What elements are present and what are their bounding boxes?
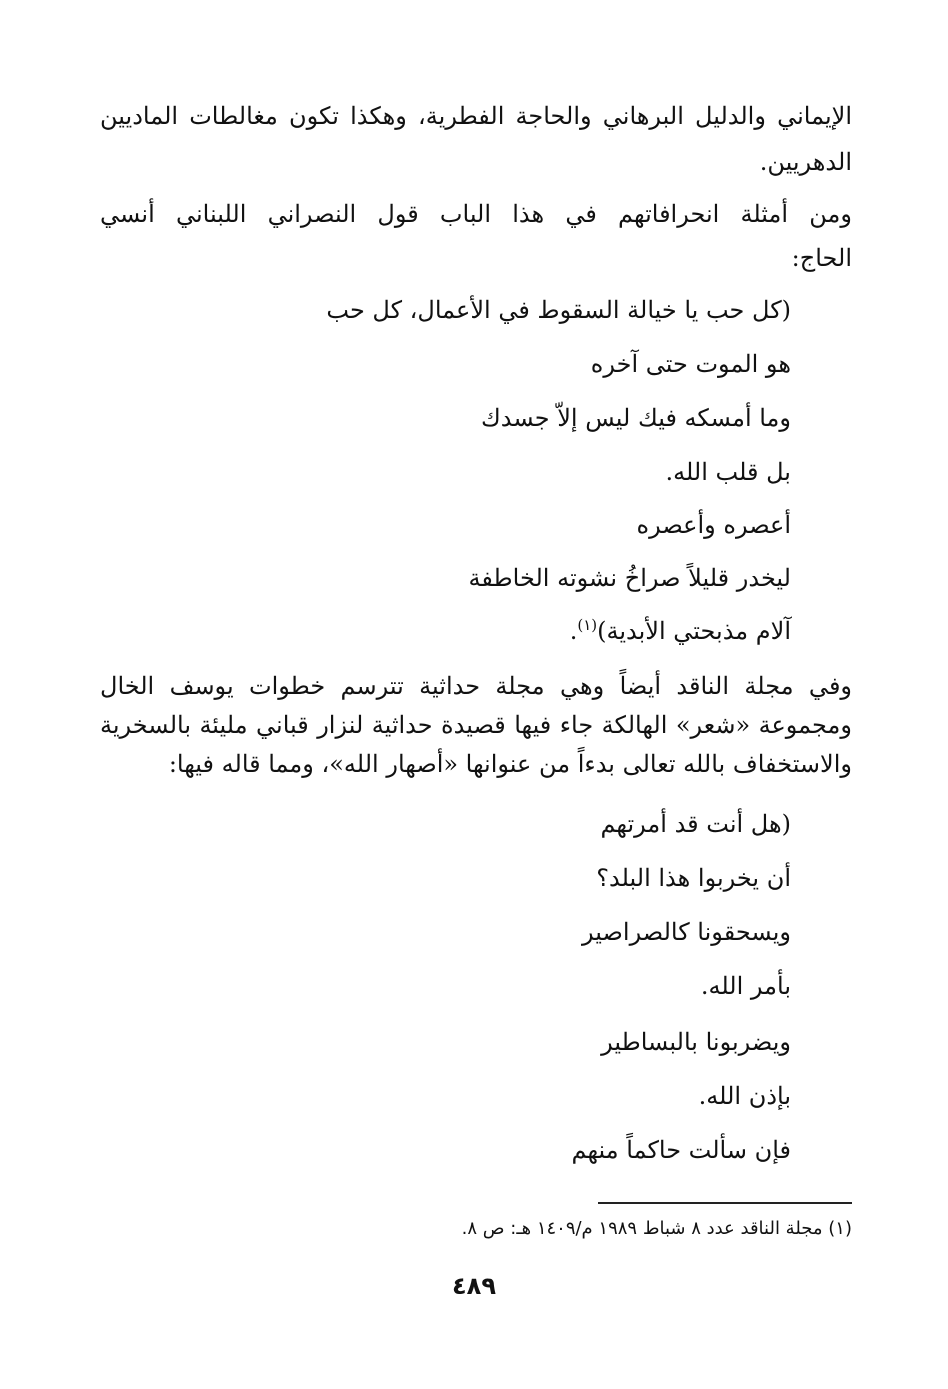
poem-2-line-1: (هل أنت قد أمرتهم <box>600 810 791 838</box>
footnote-divider <box>598 1202 852 1204</box>
paragraph-3-line-3: والاستخفاف بالله تعالى بدءاً من عنوانها «أصهار الله»، ومما قاله فيها: <box>168 750 852 778</box>
poem-1-line-7-text: آلام مذبحتي الأبدية) <box>597 617 791 645</box>
poem-2-line-2: أن يخربوا هذا البلد؟ <box>596 864 791 892</box>
poem-1-line-4: بل قلب الله. <box>665 458 791 486</box>
poem-1-line-7-end: . <box>569 617 578 645</box>
poem-1-line-2: هو الموت حتى آخره <box>590 350 791 378</box>
poem-1-line-7 <box>570 611 791 651</box>
paragraph-3-line-1: وفي مجلة الناقد أيضاً وهي مجلة حداثية تترسم خطوات يوسف الخال <box>100 672 852 700</box>
footnote: (١) مجلة الناقد عدد ٨ شباط ١٩٨٩ م/١٤٠٩ هـ: ص ٨. <box>461 1218 852 1239</box>
poem-2-line-6: بإذن الله. <box>698 1082 791 1110</box>
page-number: ٤٨٩ <box>452 1272 496 1300</box>
poem-2-line-7: فإن سألت حاكماً منهم <box>571 1136 791 1164</box>
poem-1-line-3: وما أمسكه فيك ليس إلاّ جسدك <box>480 404 791 432</box>
poem-2-line-3: ويسحقونا كالصراصير <box>582 918 791 946</box>
paragraph-1-line-2: الدهريين. <box>759 148 852 176</box>
poem-2-line-5: ويضربونا بالبساطير <box>601 1028 791 1056</box>
paragraph-1-line-1: الإيماني والدليل البرهاني والحاجة الفطرية، وهكذا تكون مغالطات الماديين <box>100 102 852 130</box>
poem-1-line-1: (كل حب يا خيالة السقوط في الأعمال، كل حب <box>326 296 791 324</box>
poem-2-line-4: بأمر الله. <box>700 972 791 1000</box>
footnote-marker: (١) <box>577 616 598 634</box>
paragraph-3-line-2: ومجموعة «شعر» الهالكة جاء فيها قصيدة حداثية لنزار قباني مليئة بالسخرية <box>100 711 852 739</box>
poem-1-line-6: ليخدر قليلاً صراخُ نشوته الخاطفة <box>468 564 791 592</box>
paragraph-2-line-2: الحاج: <box>791 244 852 272</box>
poem-1-line-5: أعصره وأعصره <box>636 511 791 539</box>
paragraph-2-line-1: ومن أمثلة انحرافاتهم في هذا الباب قول النصراني اللبناني أنسي <box>100 200 852 228</box>
